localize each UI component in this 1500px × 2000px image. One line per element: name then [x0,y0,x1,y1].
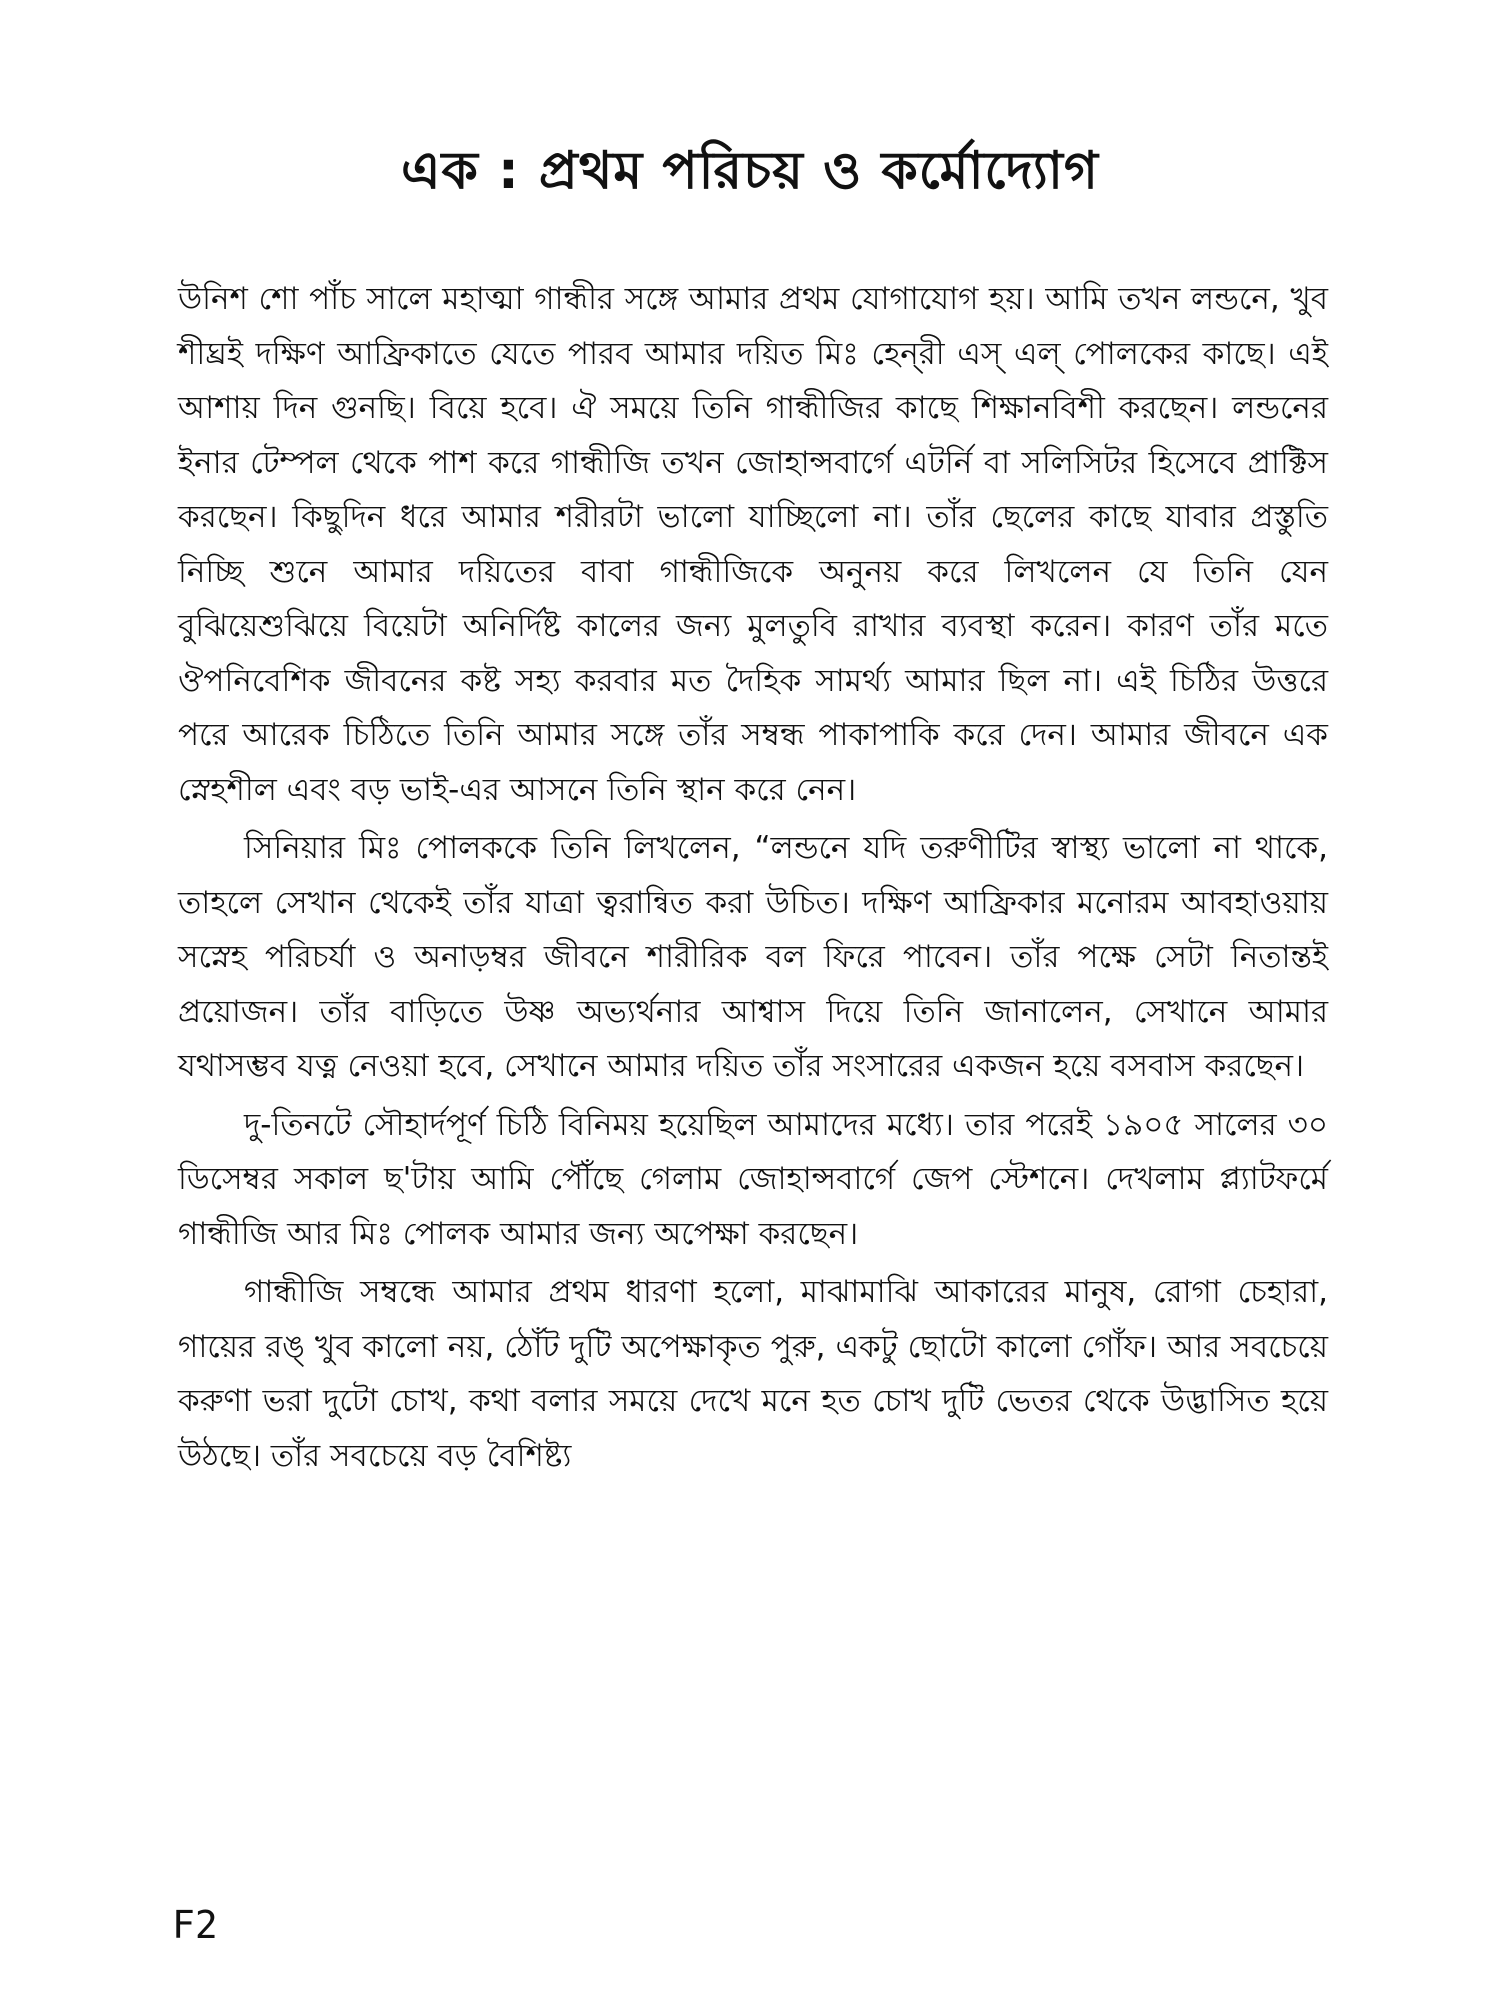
paragraph-3: দু-তিনটে সৌহার্দপূর্ণ চিঠি বিনিময় হয়েছিল আমাদের মধ্যে। তার পরেই ১৯০৫ সালের ৩০ ডিসেম্বর সকাল ছ'টায় আমি পৌঁছে গেলাম জোহান্সবার্গে জেপ স্টেশনে। দেখলাম প্ল্যাটফর্মে গান্ধীজি আর মিঃ পোলক আমার জন্য অপেক্ষা করছেন। [178,1106,1328,1252]
paragraph-4: গান্ধীজি সম্বন্ধে আমার প্রথম ধারণা হলো, মাঝামাঝি আকারের মানুষ, রোগা চেহারা, গায়ের রঙ্‌ খুব কালো নয়, ঠোঁট দুটি অপেক্ষাকৃত পুরু, একটু ছোটো কালো গোঁফ। আর সবচেয়ে করুণা ভরা দুটো চোখ, কথা বলার সময়ে দেখে মনে হত চোখ দুটি ভেতর থেকে উদ্ভাসিত হয়ে উঠছে। তাঁর সবচেয়ে বড় বৈশিষ্ট্য [178,1274,1328,1474]
page-marker: F2 [172,1903,218,1947]
chapter-title: এক : প্রথম পরিচয় ও কর্মোদ্যোগ [400,141,1100,201]
paragraph-1: উনিশ শো পাঁচ সালে মহাত্মা গান্ধীর সঙ্গে আমার প্রথম যোগাযোগ হয়। আমি তখন লন্ডনে, খুব শীঘ্রই দক্ষিণ আফ্রিকাতে যেতে পারব আমার দয়িত মিঃ হেন্‌রী এস্‌ এল্‌ পোলকের কাছে। এই আশায় দিন গুনছি। বিয়ে হবে। ঐ সময়ে তিনি গান্ধীজির কাছে শিক্ষানবিশী করছেন। লন্ডনের ইনার টেম্পল থেকে পাশ করে গান্ধীজি তখন জোহান্সবার্গে এটর্নি বা সলিসিটর হিসেবে প্রাক্টিস করছেন। কিছুদিন ধরে আমার শরীরটা ভালো যাচ্ছিলো না। তাঁর ছেলের কাছে যাবার প্রস্তুতি নিচ্ছি শুনে আমার দয়িতের বাবা গান্ধীজিকে অনুনয় করে লিখলেন যে তিনি যেন বুঝিয়েশুঝিয়ে বিয়েটা অনির্দিষ্ট কালের জন্য মুলতুবি রাখার ব্যবস্থা করেন। কারণ তাঁর মতে ঔপনিবেশিক জীবনের কষ্ট সহ্য করবার মত দৈহিক সামর্থ্য আমার ছিল না। এই চিঠির উত্তরে পরে আরেক চিঠিতে তিনি আমার সঙ্গে তাঁর সম্বন্ধ পাকাপাকি করে দেন। আমার জীবনে এক স্নেহশীল এবং বড় ভাই-এর আসনে তিনি স্থান করে নেন। [178,281,1328,808]
chapter-body [178,272,1328,1487]
paragraph-2: সিনিয়ার মিঃ পোলককে তিনি লিখলেন, “লন্ডনে যদি তরুণীটির স্বাস্থ্য ভালো না থাকে, তাহলে সেখান থেকেই তাঁর যাত্রা ত্বরান্বিত করা উচিত। দক্ষিণ আফ্রিকার মনোরম আবহাওয়ায় সস্নেহ পরিচর্যা ও অনাড়ম্বর জীবনে শারীরিক বল ফিরে পাবেন। তাঁর পক্ষে সেটা নিতান্তই প্রয়োজন। তাঁর বাড়িতে উষ্ণ অভ্যর্থনার আশ্বাস দিয়ে তিনি জানালেন, সেখানে আমার যথাসম্ভব যত্ন নেওয়া হবে, সেখানে আমার দয়িত তাঁর সংসারের একজন হয়ে বসবাস করছেন। [178,830,1328,1084]
